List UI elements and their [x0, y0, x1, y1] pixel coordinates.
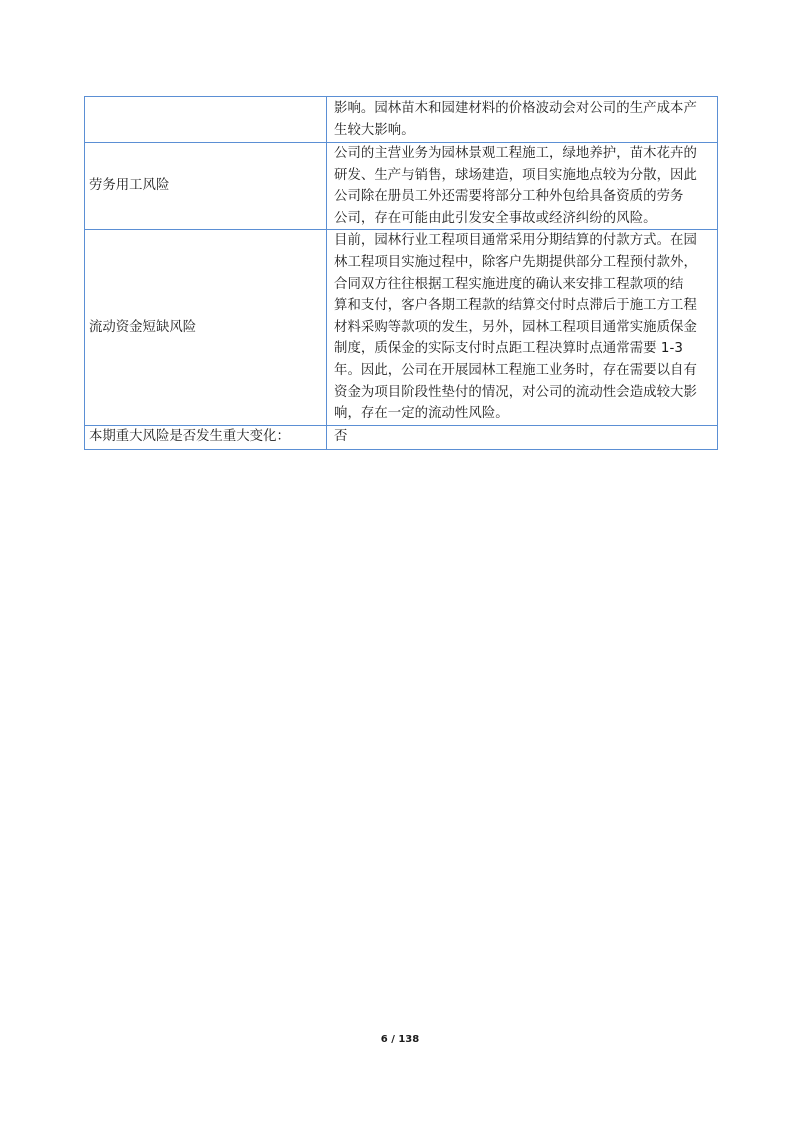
table-row: [85, 230, 718, 425]
table-row: [85, 425, 718, 449]
change-question-answer: 否: [327, 425, 718, 449]
table-row: [85, 143, 718, 230]
risk-name-cell: 流动资金短缺风险: [85, 230, 327, 425]
change-question-label: 本期重大风险是否发生重大变化：: [85, 425, 327, 449]
page-number: 6 / 138: [380, 1034, 420, 1045]
risk-description-cell: 公司的主营业务为园林景观工程施工，绿地养护，苗木花卉的 研发、生产与销售，球场建造，项目实施地点较为分散，因此 公司除在册员工外还需要将部分工种外包给具备资质的劳务 公司，存在可能由此引发安全事故或经济纠纷的风险。: [327, 143, 718, 230]
risk-description-cell: 目前，园林行业工程项目通常采用分期结算的付款方式。在园 林工程项目实施过程中，除客户先期提供部分工程预付款外， 合同双方往往根据工程实施进度的确认来安排工程款项的结 算和支付，客户各期工程款的结算交付时点滞后于施工方工程 材料采购等款项的发生，另外，园林工程项目通常实施质保金 制度，质保金的实际支付时点距工程决算时点通常需要 1-3 年。因此，公司在开展园林工程施工业务时，存在需要以自有 资金为项目阶段性垫付的情况，对公司的流动性会造成较大影 响，存在一定的流动性风险。: [327, 230, 718, 425]
risk-description-cell: 影响。园林苗木和园建材料的价格波动会对公司的生产成本产 生较大影响。: [327, 97, 718, 143]
risk-name-cell: [85, 97, 327, 143]
risk-table: [84, 96, 718, 450]
table-row: [85, 97, 718, 143]
risk-name-cell: 劳务用工风险: [85, 143, 327, 230]
